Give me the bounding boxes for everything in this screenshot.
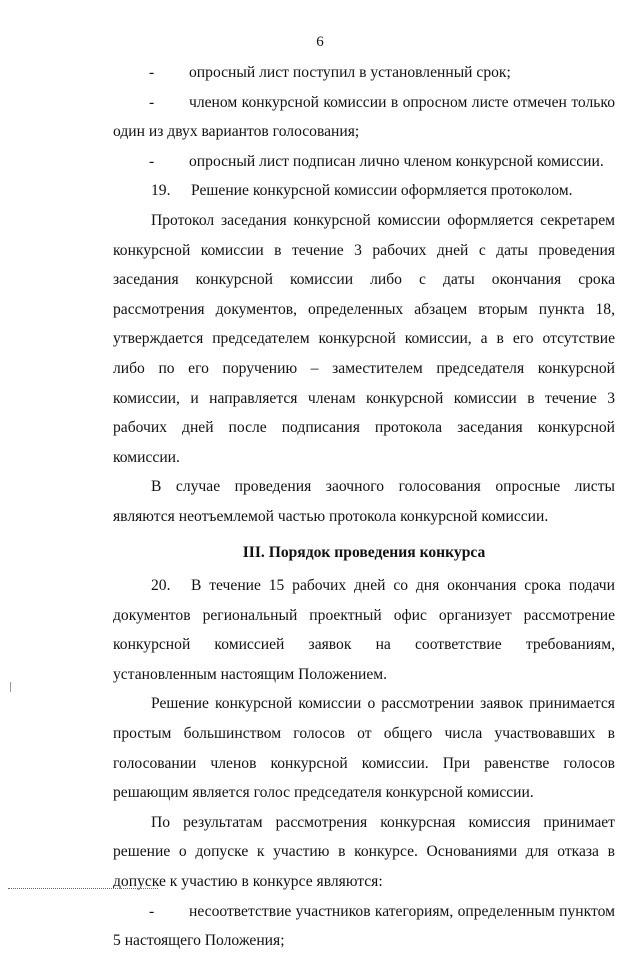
- paragraph-decision: Решение конкурсной комиссии о рассмотрении заявок принимается простым большинством голосов от общего числа участвовавших в голосовании членов конкурсной комиссии. При равенстве голосов решающим является голос председателя конкурсной комиссии.: [113, 695, 615, 802]
- list-dash: -: [149, 64, 155, 81]
- clause-number: 20.: [151, 577, 171, 595]
- list-item-text: несоответствие участников категориям, определенным пунктом 5 настоящего Положения;: [113, 902, 615, 950]
- paragraph-results: По результатам рассмотрения конкурсная комиссия принимает решение о допуске к участию в конкурсе. Основаниями для отказа в допуске к участию в конкурсе являются:: [113, 813, 615, 891]
- list-item: [113, 897, 615, 956]
- clause-19: [113, 176, 615, 206]
- list-item-text: опросный лист подписан лично членом конкурсной комиссии.: [189, 152, 604, 170]
- document-body: [113, 58, 615, 956]
- footer-divider: [8, 888, 158, 889]
- list-dash: -: [149, 93, 155, 111]
- list-dash: -: [149, 902, 155, 920]
- margin-mark: [10, 682, 11, 692]
- clause-number: 19.: [151, 182, 171, 200]
- list-dash: -: [149, 152, 155, 170]
- clause-text: В течение 15 рабочих дней со дня окончания срока подачи документов региональный проектный офис организует рассмотрение конкурсной комиссией заявок на соответствие требованиям, установленным настоящим Положением.: [113, 577, 615, 683]
- list-item-text: опросный лист поступил в установленный срок;: [189, 64, 511, 81]
- list-item: [113, 58, 615, 88]
- paragraph-absentee-voting: В случае проведения заочного голосования опросные листы являются неотъемлемой частью протокола конкурсной комиссии.: [113, 478, 615, 525]
- paragraph-protocol: Протокол заседания конкурсной комиссии оформляется секретарем конкурсной комиссии в течение 3 рабочих дней с даты проведения заседания конкурсной комиссии либо с даты окончания срока рассмотрения документов, определенных абзацем вторым пункта 18, утверждается председателем конкурсной комиссии, а в его отсутствие либо по его поручению – заместителем председателя конкурсной комиссии, и направляется членам конкурсной комиссии в течение 3 рабочих дней после подписания протокола заседания конкурсной комиссии.: [113, 211, 615, 466]
- section-heading: III. Порядок проведения конкурса: [242, 543, 486, 561]
- clause-text: Решение конкурсной комиссии оформляется протоколом.: [191, 182, 573, 200]
- list-item: [113, 147, 615, 177]
- list-item: [113, 88, 615, 147]
- clause-20: [113, 571, 615, 689]
- page-number: 6: [316, 34, 324, 50]
- list-item-text: членом конкурсной комиссии в опросном листе отмечен только один из двух вариантов голосования;: [113, 93, 615, 141]
